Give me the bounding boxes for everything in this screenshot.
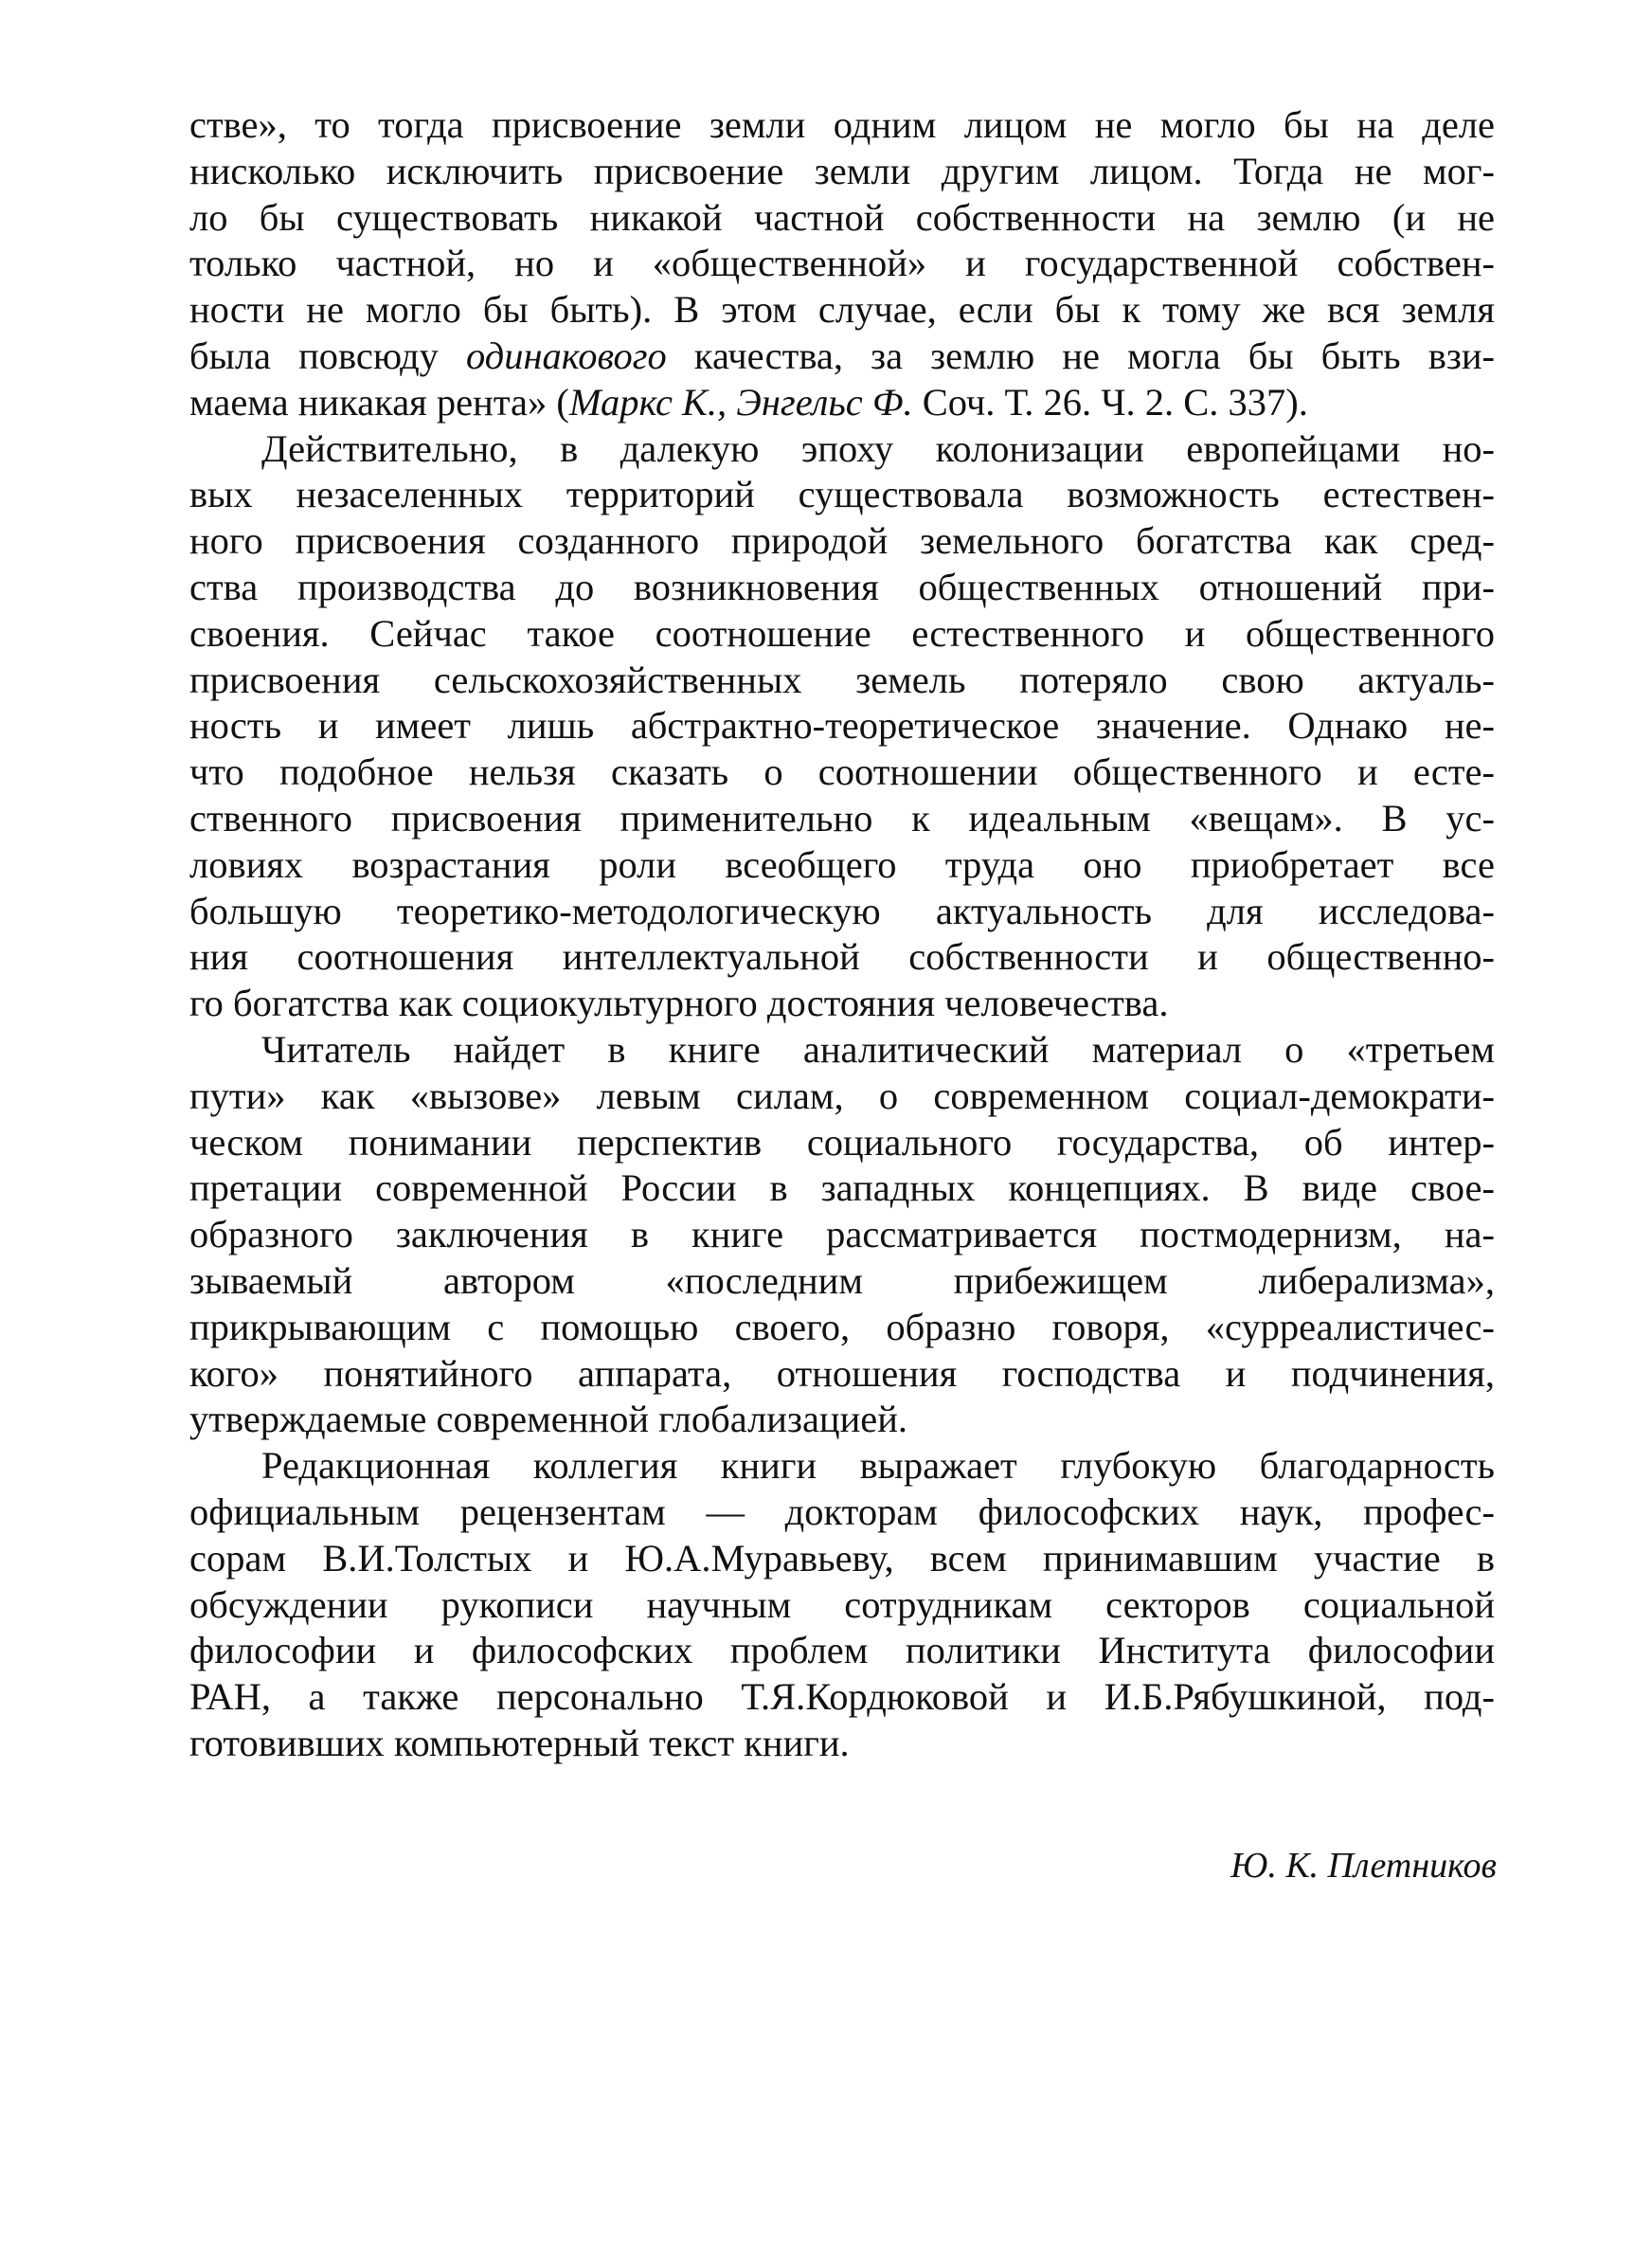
text-run: Редакционная коллегия книги выражает глубокую благодарность xyxy=(261,1444,1495,1488)
text-line xyxy=(189,1027,1495,1074)
text-run: прикрывающим с помощью своего, образно говоря, «сурреалистичес- xyxy=(189,1305,1495,1348)
text-run: ства производства до возникновения общественных отношений при- xyxy=(189,565,1495,608)
text-run: официальным рецензентам — докторам философских наук, профес- xyxy=(189,1490,1495,1533)
text-line xyxy=(189,1120,1495,1166)
text-line xyxy=(189,1582,1495,1629)
text-run: обсуждении рукописи научным сотрудникам секторов социальной xyxy=(189,1582,1495,1626)
text-run: ного присвоения созданного природой земельного богатства как сред- xyxy=(189,519,1495,563)
text-run: претации современной России в западных концепциях. В виде свое- xyxy=(189,1166,1495,1210)
italic-text: Маркс К., Энгельс Ф. xyxy=(568,380,913,424)
text-line xyxy=(189,518,1495,565)
text-run: качества, за землю не могла бы быть взи- xyxy=(666,334,1495,377)
text-run: го богатства как социокультурного достояния человечества. xyxy=(189,982,1169,1025)
text-run: ность и имеет лишь абстрактно-теоретическое значение. Однако не- xyxy=(189,704,1495,748)
text-line xyxy=(189,658,1495,704)
text-run: нисколько исключить присвоение земли другим лицом. Тогда не мог- xyxy=(189,149,1495,192)
text-run: ческом понимании перспектив социального государства, об интер- xyxy=(189,1120,1495,1164)
text-run: ния соотношения интеллектуальной собственности и общественно- xyxy=(189,935,1495,979)
text-run: ло бы существовать никакой частной собственности на землю (и не xyxy=(189,195,1495,239)
text-line xyxy=(189,1258,1495,1305)
text-run: маема никакая рента» ( xyxy=(189,380,569,424)
text-line xyxy=(189,1721,1495,1767)
text-line xyxy=(189,1212,1495,1258)
text-run: пути» как «вызове» левым силам, о современном социал-демократи- xyxy=(189,1074,1495,1117)
text-line xyxy=(189,611,1495,658)
text-line xyxy=(189,195,1495,242)
text-line xyxy=(189,889,1495,935)
italic-text: одинакового xyxy=(466,334,667,377)
text-run: образного заключения в книге рассматривается постмодернизм, на- xyxy=(189,1213,1495,1256)
text-run: была повсюду xyxy=(189,334,467,377)
text-line xyxy=(189,241,1495,287)
paragraph xyxy=(189,426,1495,1027)
text-line xyxy=(189,1490,1495,1536)
text-run: сорам В.И.Толстых и Ю.А.Муравьеву, всем принимавшим участие в xyxy=(189,1536,1495,1580)
text-line xyxy=(189,703,1495,749)
text-line xyxy=(189,426,1495,473)
paragraph xyxy=(189,1443,1495,1767)
text-run: присвоения сельскохозяйственных земель потеряло свою актуаль- xyxy=(189,658,1495,701)
text-line xyxy=(189,1674,1495,1721)
text-line xyxy=(189,796,1495,842)
text-line xyxy=(189,380,1495,426)
text-line xyxy=(189,1165,1495,1212)
text-run: Читатель найдет в книге аналитический материал о «третьем xyxy=(261,1027,1495,1071)
text-line xyxy=(189,287,1495,334)
text-run: стве», то тогда присвоение земли одним лицом не могло бы на деле xyxy=(189,103,1495,146)
text-run: вых незаселенных территорий существовала возможность естествен- xyxy=(189,473,1495,516)
text-run: зываемый автором «последним прибежищем либерализма», xyxy=(189,1258,1495,1302)
text-run: готовивших компьютерный текст книги. xyxy=(189,1721,850,1764)
text-run: ловиях возрастания роли всеобщего труда оно приобретает все xyxy=(189,842,1495,886)
text-line xyxy=(189,1074,1495,1120)
text-line xyxy=(189,149,1495,195)
text-line xyxy=(189,1351,1495,1398)
text-line xyxy=(189,1443,1495,1490)
text-run: Действительно, в далекую эпоху колонизации европейцами но- xyxy=(261,426,1495,470)
text-run: утверждаемые современной глобализацией. xyxy=(189,1398,908,1441)
text-line xyxy=(189,842,1495,889)
text-run: Соч. Т. 26. Ч. 2. С. 337). xyxy=(912,380,1308,424)
text-line xyxy=(189,749,1495,796)
text-run: что подобное нельзя сказать о соотношении общественного и есте- xyxy=(189,750,1495,794)
text-line xyxy=(189,334,1495,380)
text-line xyxy=(189,981,1495,1027)
text-line xyxy=(189,934,1495,981)
text-run: философии и философских проблем политики Института философии xyxy=(189,1629,1495,1672)
paragraph xyxy=(189,102,1495,426)
text-line xyxy=(189,1536,1495,1582)
text-line xyxy=(189,565,1495,611)
paragraph xyxy=(189,1027,1495,1443)
text-run: ственного присвоения применительно к идеальным «вещам». В ус- xyxy=(189,796,1495,840)
text-run: только частной, но и «общественной» и государственной собствен- xyxy=(189,242,1495,285)
text-line xyxy=(189,102,1495,149)
document-body xyxy=(189,102,1495,1767)
text-line xyxy=(189,1628,1495,1674)
text-line xyxy=(189,1397,1495,1443)
text-line xyxy=(189,1305,1495,1351)
text-run: кого» понятийного аппарата, отношения господства и подчинения, xyxy=(189,1351,1495,1395)
text-run: большую теоретико-методологическую актуальность для исследова- xyxy=(189,889,1495,932)
author-signature: Ю. К. Плетников xyxy=(1230,1846,1497,1886)
text-run: своения. Сейчас такое соотношение естественного и общественного xyxy=(189,611,1495,655)
text-run: ности не могло бы быть). В этом случае, если бы к тому же вся земля xyxy=(189,288,1495,332)
text-line xyxy=(189,472,1495,518)
text-run: РАН, а также персонально Т.Я.Кордюковой и И.Б.Рябушкиной, под- xyxy=(189,1675,1495,1719)
